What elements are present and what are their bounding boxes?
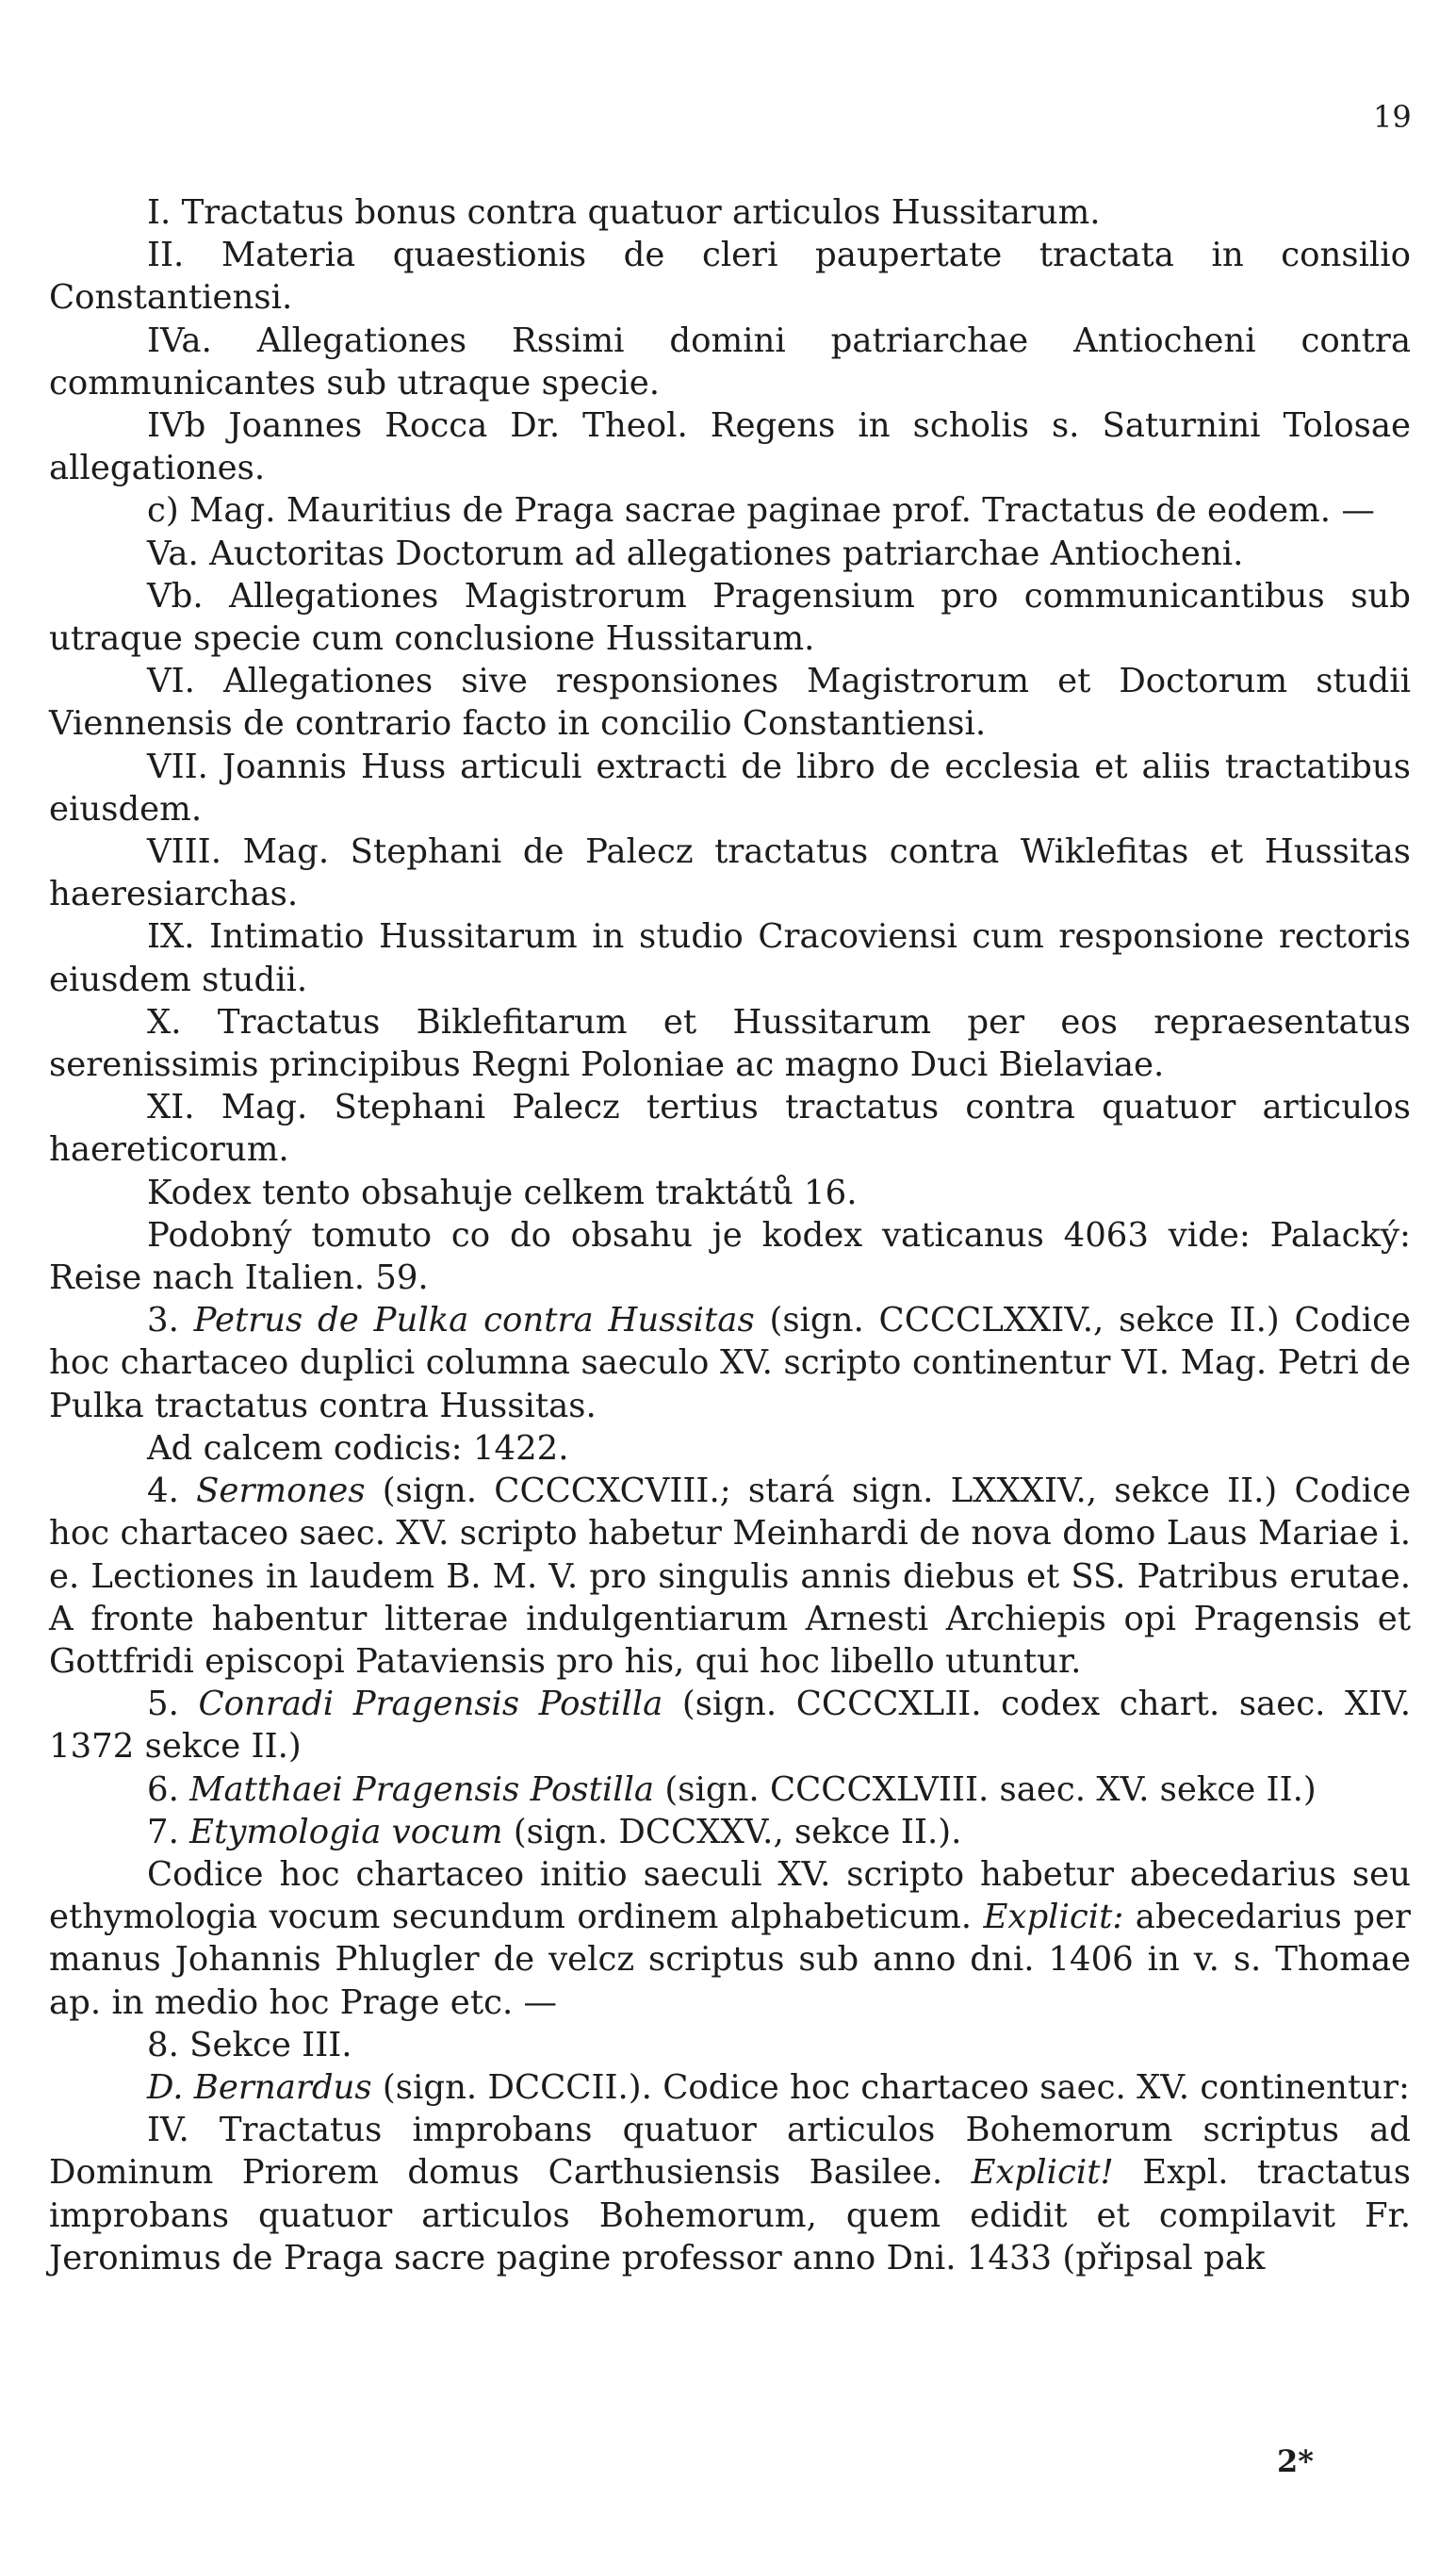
paragraph: 6. Matthaei Pragensis Postilla (sign. CCCCXLVIII. saec. XV. sekce II.): [147, 1769, 1317, 1809]
signature-mark: 2*: [1277, 2443, 1314, 2479]
paragraph: VI. Allegationes sive responsiones Magistrorum et Doctorum studii Viennensis de contrario facto in concilio Constantiensi.: [49, 662, 1411, 744]
paragraph: Va. Auctoritas Doctorum ad allegationes patriarchae Antiocheni.: [147, 534, 1244, 573]
paragraph: VII. Joannis Huss articuli extracti de libro de ecclesia et aliis tractatibus eiusdem.: [49, 747, 1411, 829]
manuscript-title: Sermones: [196, 1472, 366, 1511]
paragraph: IV. Tractatus improbans quatuor articulos Bohemorum scriptus ad Dominum Priorem domus Carthusiensis Basilee. Explicit! Expl. tractatus improbans quatuor articulos Bohemorum, quem edidit et compilavit Fr. Jeronimus de Praga sacre pagine professor anno Dni. 1433 (připsal pak: [49, 2111, 1412, 2277]
paragraph: Codice hoc chartaceo initio saeculi XV. scripto habetur abecedarius seu ethymologia vocum secundum ordinem alphabeticum. Explicit: abecedarius per manus Johannis Phlugler de velcz scriptus sub anno dni. 1406 in v. s. Thomae ap. in medio hoc Prage etc. —: [49, 1854, 1411, 2022]
paragraph: 8. Sekce III.: [147, 2025, 352, 2064]
manuscript-title: Etymologia vocum: [189, 1812, 503, 1851]
paragraph: 4. Sermones (sign. CCCCXCVIII.; stará sign. LXXXIV., sekce II.) Codice hoc chartaceo saec. XV. scripto habetur Meinhardi de nova domo Laus Mariae i. e. Lectiones in laudem B. M. V. pro singulis annis diebus et SS. Patribus erutae. A fronte habentur litterae indulgentiarum Arnesti Archiepis opi Pragensis et Gottfridi episcopi Pataviensis pro his, qui hoc libello utuntur.: [49, 1472, 1412, 1681]
manuscript-title: Matthaei Pragensis Postilla: [189, 1769, 655, 1809]
explicit-word: Explicit:: [983, 1898, 1124, 1937]
paragraph: c) Mag. Mauritius de Praga sacrae paginae prof. Tractatus de eodem. —: [147, 491, 1375, 531]
paragraph: X. Tractatus Biklefitarum et Hussitarum per eos repraesentatus serenissimis principibus Regni Poloniae ac magno Duci Bielaviae.: [49, 1002, 1411, 1085]
paragraph: Kodex tento obsahuje celkem traktátů 16.: [147, 1173, 858, 1212]
paragraph: 7. Etymologia vocum (sign. DCCXXV., sekce II.).: [147, 1812, 962, 1851]
manuscript-title: D. Bernardus: [147, 2067, 372, 2107]
manuscript-title: Petrus de Pulka contra Hussitas: [193, 1301, 755, 1340]
manuscript-title: Conradi Pragensis Postilla: [198, 1685, 663, 1724]
paragraph: Podobný tomuto co do obsahu je kodex vaticanus 4063 vide: Palacký: Reise nach Italien. 59.: [49, 1215, 1411, 1298]
paragraph: XI. Mag. Stephani Palecz tertius tractatus contra quatuor articulos haereticorum.: [49, 1088, 1411, 1170]
paragraph: D. Bernardus (sign. DCCCII.). Codice hoc chartaceo saec. XV. continentur:: [147, 2067, 1410, 2107]
paragraph: II. Materia quaestionis de cleri paupertate tractata in consilio Constantiensi.: [49, 236, 1411, 318]
paragraph: IVa. Allegationes Rssimi domini patriarchae Antiocheni contra communicantes sub utraque specie.: [49, 321, 1411, 403]
paragraph: Ad calcem codicis: 1422.: [147, 1428, 569, 1468]
paragraph: 3. Petrus de Pulka contra Hussitas (sign. CCCCLXXIV., sekce II.) Codice hoc chartaceo duplici columna saeculo XV. scripto continentur VI. Mag. Petri de Pulka tractatus contra Hussitas.: [49, 1301, 1411, 1425]
body-text: [49, 191, 1411, 2279]
paragraph: IX. Intimatio Hussitarum in studio Cracoviensi cum responsione rectoris eiusdem studii.: [49, 917, 1411, 999]
paragraph: VIII. Mag. Stephani de Palecz tractatus contra Wiklefitas et Hussitas haeresiarchas.: [49, 832, 1411, 914]
paragraph: IVb Joannes Rocca Dr. Theol. Regens in scholis s. Saturnini Tolosae allegationes.: [49, 406, 1411, 488]
page-number: 19: [1373, 99, 1412, 135]
paragraph: Vb. Allegationes Magistrorum Pragensium pro communicantibus sub utraque specie cum conclusione Hussitarum.: [49, 576, 1411, 659]
paragraph: 5. Conradi Pragensis Postilla (sign. CCCCXLII. codex chart. saec. XIV. 1372 sekce II.): [49, 1685, 1412, 1767]
explicit-word: Explicit!: [971, 2153, 1114, 2193]
paragraph: I. Tractatus bonus contra quatuor articulos Hussitarum.: [147, 193, 1101, 232]
